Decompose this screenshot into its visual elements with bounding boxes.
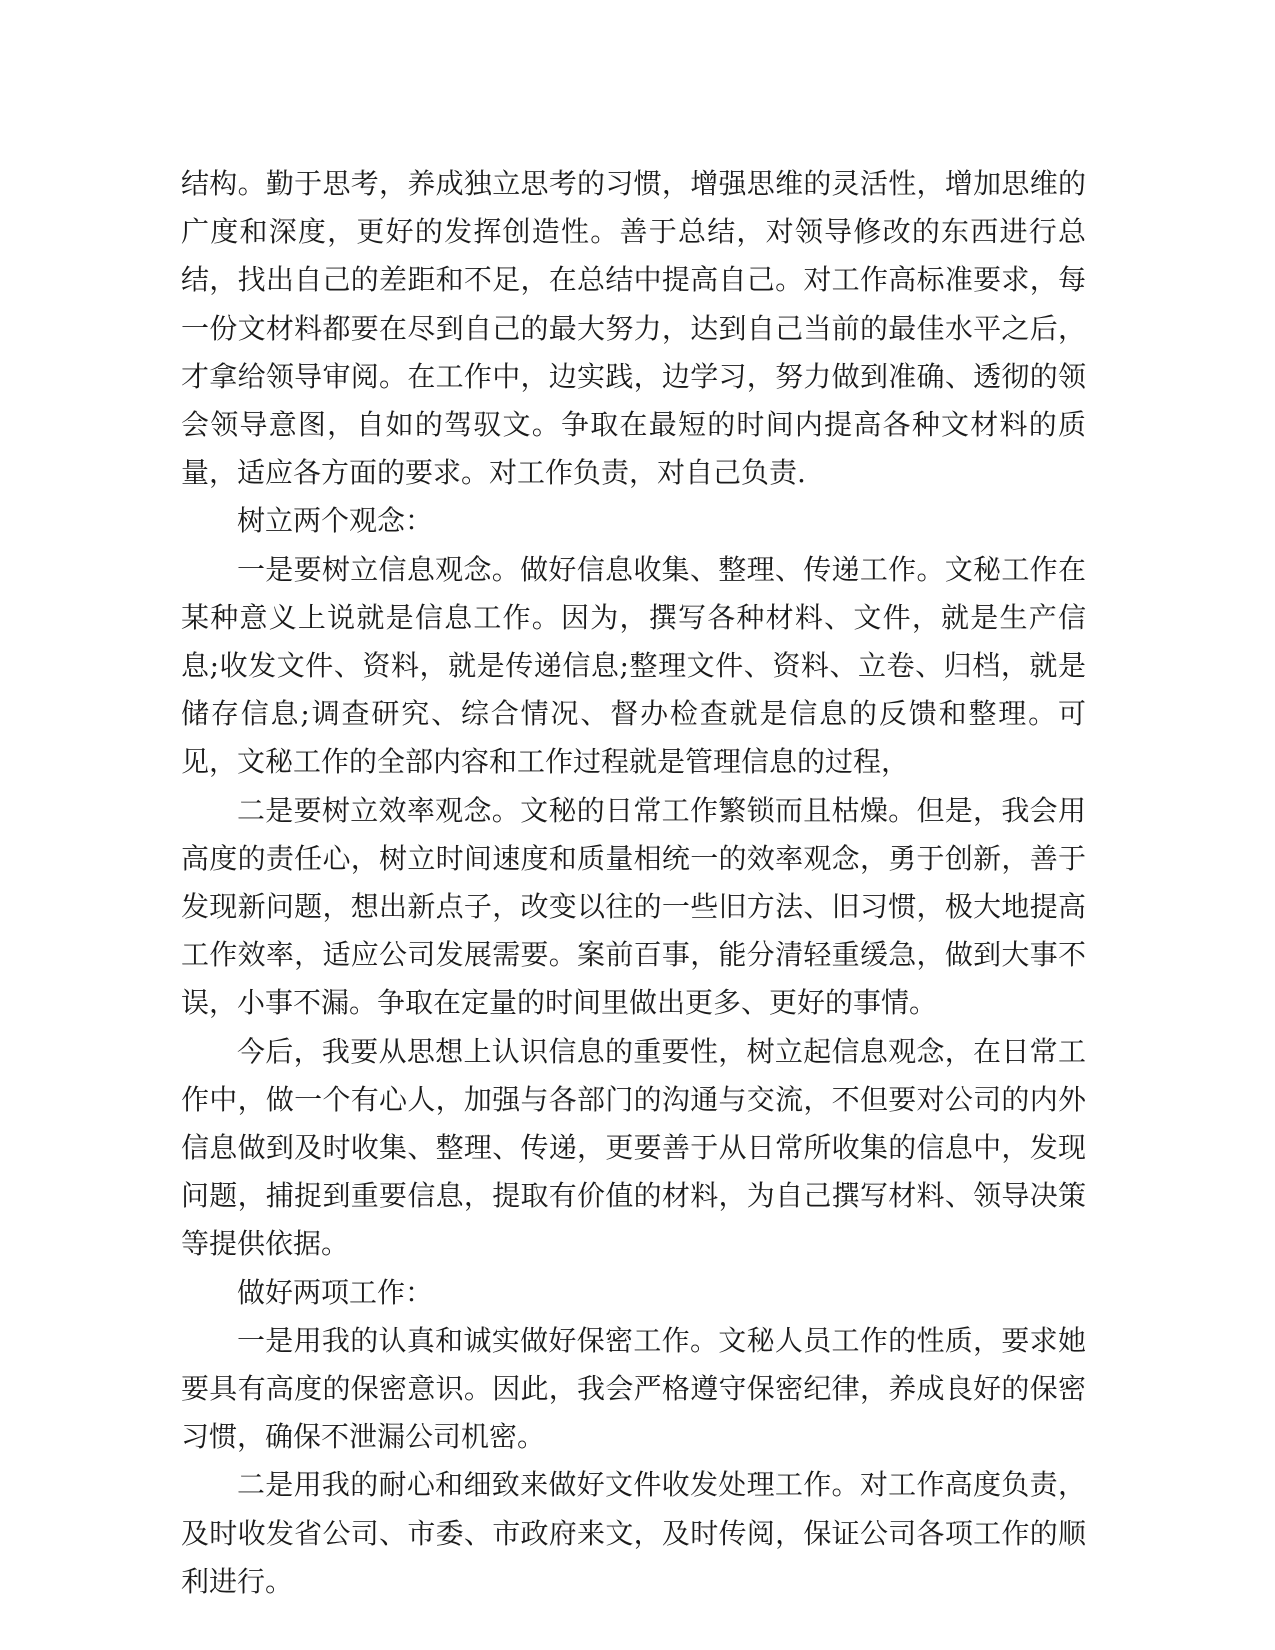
paragraph-efficiency-concept: 二是要树立效率观念。文秘的日常工作繁锁而且枯燥。但是，我会用高度的责任心，树立时间速度和质量相统一的效率观念，勇于创新，善于发现新问题，想出新点子，改变以往的一些旧方法、旧习惯，极大地提高工作效率，适应公司发展需要。案前百事，能分清轻重缓急，做到大事不误，小事不漏。争取在定量的时间里做出更多、更好的事情。: [181, 793, 1086, 1020]
paragraph-confidentiality-work: 一是用我的认真和诚实做好保密工作。文秘人员工作的性质，要求她要具有高度的保密意识。因此，我会严格遵守保密纪律，养成良好的保密习惯，确保不泄漏公司机密。: [181, 1323, 1086, 1454]
paragraph-information-concept: 一是要树立信息观念。做好信息收集、整理、传递工作。文秘工作在某种意义上说就是信息工作。因为，撰写各种材料、文件，就是生产信息;收发文件、资料，就是传递信息;整理文件、资料、立卷、归档，就是储存信息;调查研究、综合情况、督办检查就是信息的反馈和整理。可见，文秘工作的全部内容和工作过程就是管理信息的过程，: [181, 552, 1086, 779]
paragraph-document-handling: 二是用我的耐心和细致来做好文件收发处理工作。对工作高度负责，及时收发省公司、市委、市政府来文，及时传阅，保证公司各项工作的顺利进行。: [181, 1468, 1086, 1598]
document-body: [181, 160, 1086, 1606]
heading-two-concepts: 树立两个观念：: [237, 504, 434, 538]
heading-two-tasks: 做好两项工作：: [237, 1275, 434, 1309]
paragraph-future-plan: 今后，我要从思想上认识信息的重要性，树立起信息观念，在日常工作中，做一个有心人，加强与各部门的沟通与交流，不但要对公司的内外信息做到及时收集、整理、传递，更要善于从日常所收集的信息中，发现问题，捕捉到重要信息，提取有价值的材料，为自己撰写材料、领导决策等提供依据。: [181, 1034, 1086, 1261]
paragraph-structure-thinking: 结构。勤于思考，养成独立思考的习惯，增强思维的灵活性，增加思维的广度和深度，更好的发挥创造性。善于总结，对领导修改的东西进行总结，找出自己的差距和不足，在总结中提高自己。对工作高标准要求，每一份文材料都要在尽到自己的最大努力，达到自己当前的最佳水平之后，才拿给领导审阅。在工作中，边实践，边学习，努力做到准确、透彻的领会领导意图，自如的驾驭文。争取在最短的时间内提高各种文材料的质量，适应各方面的要求。对工作负责，对自己负责.: [181, 167, 1086, 490]
